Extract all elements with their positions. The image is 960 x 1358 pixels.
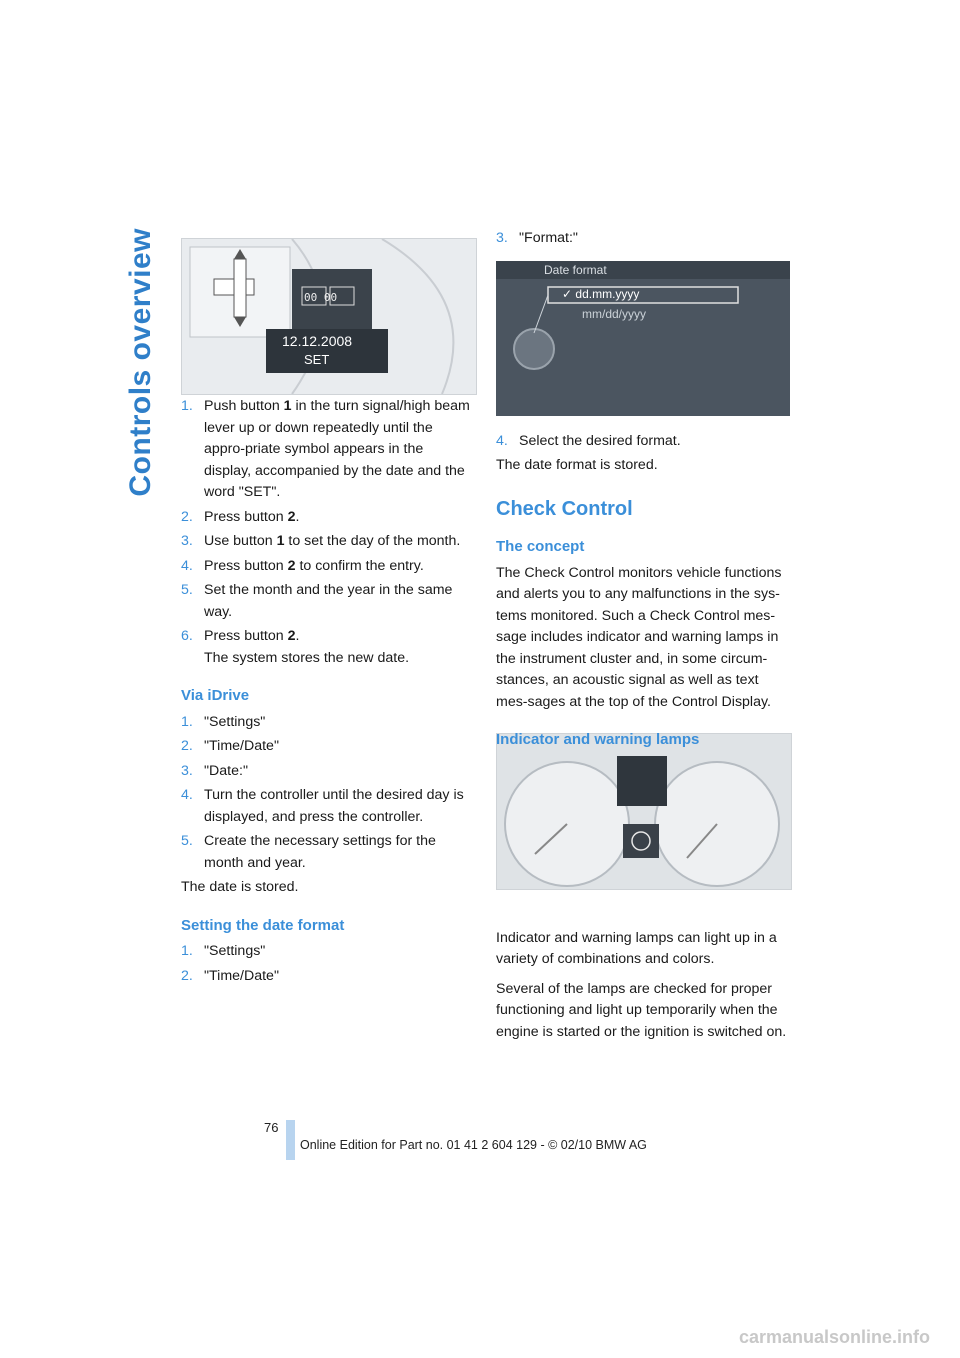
- option-selected: ✓ dd.mm.yyyy: [562, 287, 640, 301]
- step-text: [204, 580, 473, 623]
- step-number: 2.: [181, 508, 193, 525]
- step-number: 3.: [181, 533, 193, 549]
- step-text: [204, 531, 473, 553]
- lever-step: [181, 396, 473, 504]
- step-number: 5.: [181, 833, 193, 849]
- step-text-pre: Push button: [204, 398, 284, 414]
- step-text: [204, 941, 473, 963]
- step-button-number: 2: [287, 557, 296, 574]
- idrive-heading: Via iDrive: [181, 687, 250, 704]
- step-text: [204, 712, 473, 734]
- step-text-content: "Settings": [204, 713, 266, 730]
- idrive-step: [181, 761, 473, 783]
- step-text-content: Turn the controller until the desired day is displayed, and press the controller.: [204, 787, 464, 825]
- option-selected-text: dd.mm.yyyy: [575, 287, 640, 301]
- lamps-text-1: Indicator and warning lamps can light up in a variety of combinations and colors.: [496, 929, 777, 967]
- step-text-content: "Time/Date": [204, 967, 279, 984]
- date-format-heading: Setting the date format: [181, 916, 345, 934]
- step-button-number: 1: [276, 533, 285, 549]
- edition-text: Online Edition for Part no. 01 41 2 604 129 - © 02/10 BMW AG: [300, 1138, 647, 1152]
- step-text-post: .: [295, 508, 300, 525]
- step-text-pre: Press button: [204, 628, 288, 644]
- step-number: 2.: [181, 738, 193, 754]
- display-date: 12.12.2008: [282, 333, 353, 349]
- left-column: [181, 396, 473, 990]
- step-button-number: 2: [287, 508, 296, 525]
- step-button-number: 2: [287, 628, 296, 644]
- date-format-step: [181, 966, 473, 988]
- format-step-3: [496, 228, 788, 250]
- date-format-step: [181, 941, 473, 963]
- step-text-content: "Date:": [204, 762, 248, 779]
- step-text-pre: Set the month and the year in the same way.: [204, 582, 453, 620]
- lamps-heading: Indicator and warning lamps: [496, 731, 700, 748]
- step-text-post: in the turn signal/high beam lever up or down repeatedly until the appro-priate symbol appears in the display, accompanied by the date and the word "SET".: [204, 398, 470, 500]
- watermark: carmanualsonline.info: [738, 1327, 930, 1347]
- step-text: [204, 785, 473, 828]
- step-text: [204, 626, 473, 669]
- step-number: 6.: [181, 628, 193, 644]
- lever-step: [181, 507, 473, 529]
- step-number: 1.: [181, 943, 193, 959]
- step-number: 1.: [181, 713, 193, 730]
- step-text: [204, 966, 473, 988]
- step-text: "Format:": [519, 230, 578, 246]
- lever-step: [181, 580, 473, 623]
- step-text-post: to confirm the entry.: [295, 557, 424, 574]
- step-number: 1.: [181, 398, 193, 414]
- step-number: 2.: [181, 967, 193, 984]
- step-number: 4.: [181, 787, 193, 803]
- concept-text: The Check Control monitors vehicle functions and alerts you to any malfunctions in the sys-tems monitored. Such a Check Control mes-sage includes indicator and warning lamps in the instrument cluster and, in some circum-stances, an acoustic signal as well as text mes-sages at the top of the Control Display.: [496, 564, 782, 710]
- format-stored-text: The date format is stored.: [496, 457, 658, 473]
- idrive-step: [181, 831, 473, 874]
- step-text-pre: Press button: [204, 557, 288, 574]
- option-other: mm/dd/yyyy: [582, 307, 647, 321]
- step-number: 3.: [181, 762, 193, 779]
- step-text: [204, 507, 473, 529]
- step-text: [204, 736, 473, 758]
- step-number: 4.: [496, 432, 508, 449]
- step-text-content: Create the necessary settings for the month and year.: [204, 833, 436, 871]
- idrive-step: [181, 785, 473, 828]
- step-text-post: to set the day of the month.: [284, 533, 461, 549]
- lever-step: [181, 556, 473, 578]
- step-text-content: "Time/Date": [204, 738, 279, 754]
- display-set: SET: [304, 352, 330, 367]
- format-step-4: [496, 431, 788, 453]
- idrive-stored-text: The date is stored.: [181, 879, 299, 895]
- step-text: [204, 396, 473, 504]
- step-text: Select the desired format.: [519, 432, 681, 449]
- idrive-step: [181, 712, 473, 734]
- lever-step: [181, 531, 473, 553]
- lamps-text-2: Several of the lamps are checked for proper functioning and light up temporarily when the engine is started or the ignition is switched on.: [496, 980, 787, 1040]
- right-column: [496, 228, 788, 1046]
- step-text-content: "Settings": [204, 943, 266, 959]
- step-text: [204, 761, 473, 783]
- date-format-steps-list: [181, 941, 473, 987]
- concept-heading: The concept: [496, 538, 585, 555]
- footer-accent-bar: [286, 1120, 295, 1160]
- check-control-heading: Check Control: [496, 497, 633, 520]
- lever-display-figure: [181, 238, 477, 395]
- step-button-number: 1: [283, 398, 292, 414]
- screen-title: Date format: [544, 263, 607, 277]
- step-text-pre: Use button: [204, 533, 277, 549]
- step-text-pre: Press button: [204, 508, 288, 525]
- step-text: [204, 831, 473, 874]
- page-number: 76: [264, 1120, 279, 1135]
- step-text: [204, 556, 473, 578]
- step-text-post: . The system stores the new date.: [204, 628, 410, 666]
- step-number: 3.: [496, 230, 508, 246]
- idrive-steps-list: [181, 712, 473, 875]
- lever-steps-list: [181, 396, 473, 669]
- idrive-step: [181, 736, 473, 758]
- step-number: 5.: [181, 582, 193, 598]
- section-title: Controls overview: [124, 228, 157, 497]
- display-symbol: 00 00: [304, 291, 338, 304]
- step-number: 4.: [181, 557, 193, 574]
- lever-step: [181, 626, 473, 669]
